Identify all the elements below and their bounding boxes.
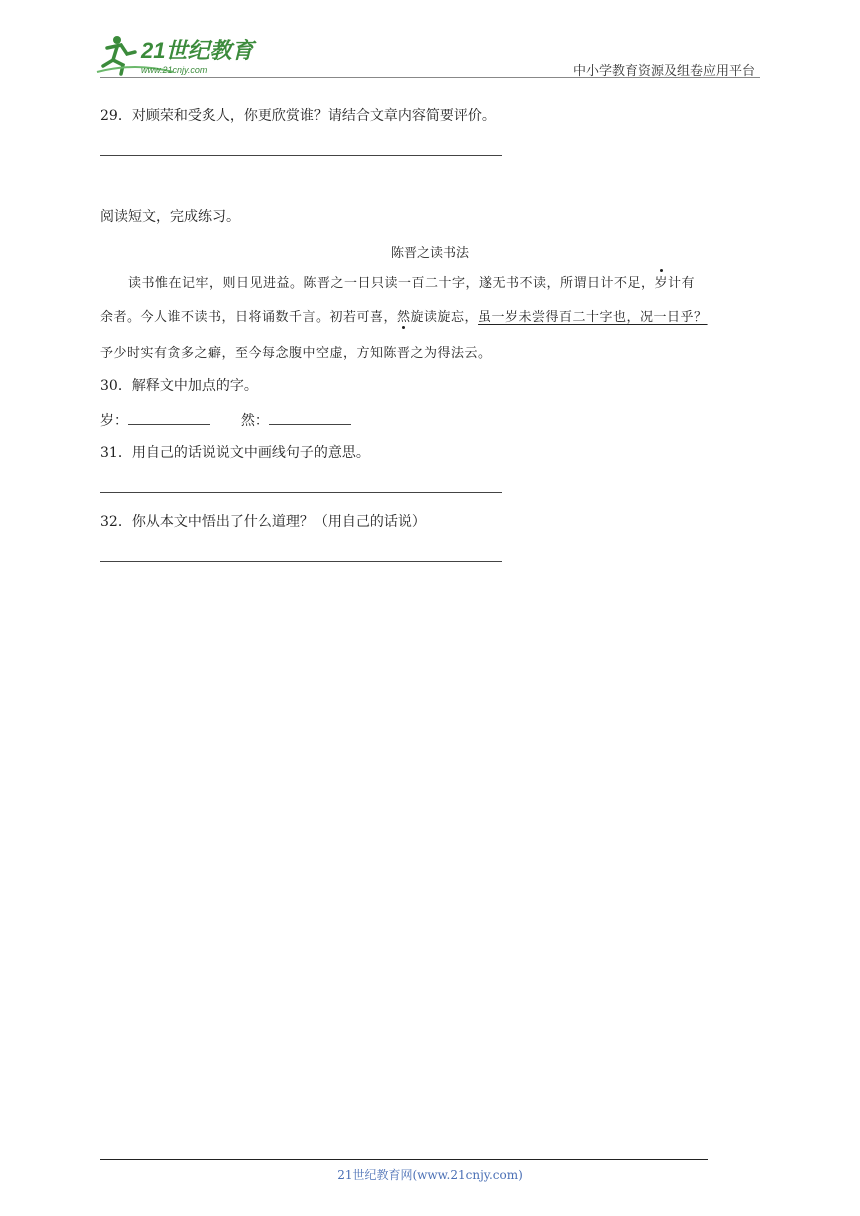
dotted-char-ran: 然 — [397, 306, 411, 325]
fill-label-sui: 岁： — [100, 413, 128, 429]
runner-logo-icon — [95, 32, 265, 78]
blank-sui[interactable] — [128, 410, 210, 425]
answer-line-32[interactable] — [100, 561, 502, 562]
question-30: 30．解释文中加点的字。 — [100, 378, 258, 394]
passage-line-2-mid: 旋读旋忘， — [410, 310, 479, 325]
passage-line-1-text: 读书惟在记牢，则日见进益。陈晋之一日只读一百二十字，遂无书不读，所谓日计不足， — [128, 276, 655, 291]
underlined-sentence: 虽一岁未尝得百二十字也，况一日乎？ — [478, 310, 708, 325]
passage-line-1 — [128, 272, 695, 291]
svg-text:www.21cnjy.com: www.21cnjy.com — [141, 65, 208, 75]
header-platform-text: 中小学教育资源及组卷应用平台 — [572, 64, 755, 79]
site-logo[interactable] — [95, 32, 265, 78]
blank-ran[interactable] — [269, 410, 351, 425]
footer-divider — [100, 1159, 708, 1160]
question-32: 32．你从本文中悟出了什么道理？（用自己的话说） — [100, 514, 426, 530]
footer-link[interactable]: 21世纪教育网(www.21cnjy.com) — [337, 1168, 523, 1182]
header-divider — [100, 77, 760, 78]
passage-line-2 — [100, 306, 708, 325]
svg-text:21世纪教育: 21世纪教育 — [141, 38, 254, 63]
fill-label-ran: 然： — [240, 413, 269, 429]
passage-title: 陈晋之读书法 — [390, 246, 469, 261]
passage-line-1-end: 计有 — [668, 276, 696, 291]
answer-line-31[interactable] — [100, 492, 502, 493]
question-31: 31．用自己的话说说文中画线句子的意思。 — [100, 445, 370, 461]
passage-line-3: 予少时实有贪多之癖，至今每念腹中空虚，方知陈晋之为得法云。 — [100, 346, 492, 361]
page-header — [0, 0, 860, 80]
answer-line-29[interactable] — [100, 155, 502, 156]
fill-in-row-30 — [100, 410, 351, 431]
passage-line-2-start: 余者。今人谁不读书，日将诵数千言。初若可喜， — [100, 310, 398, 325]
reading-instruction: 阅读短文，完成练习。 — [100, 209, 240, 225]
dotted-char-sui: 岁 — [655, 272, 669, 291]
question-29: 29．对顾荣和受炙人，你更欣赏谁？请结合文章内容简要评价。 — [100, 108, 496, 124]
